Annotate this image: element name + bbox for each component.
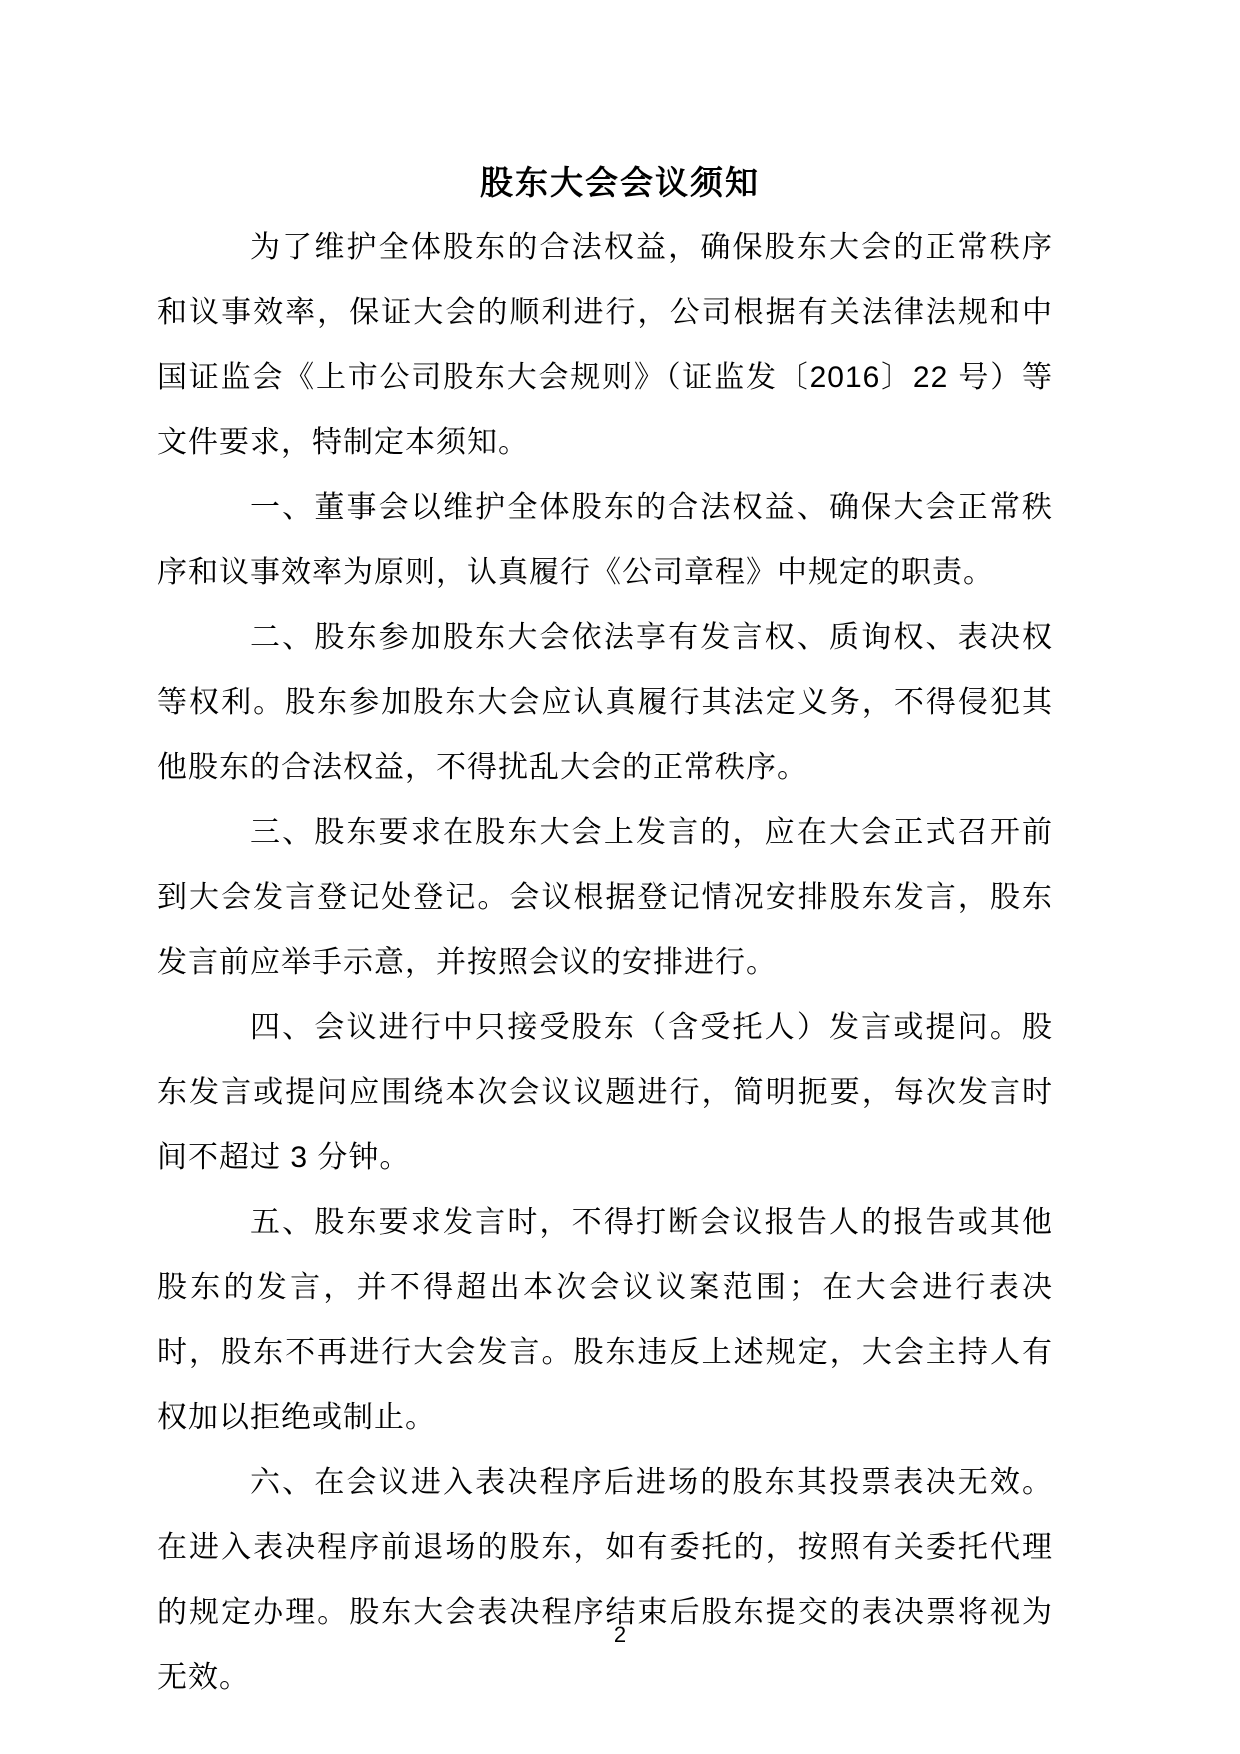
paragraph-item-4: 四、会议进行中只接受股东（含受托人）发言或提问。股东发言或提问应围绕本次会议议题进行，简明扼要，每次发言时间不超过 3 分钟。 — [157, 1011, 1053, 1174]
document-body — [157, 215, 1053, 1710]
paragraph-item-3: 三、股东要求在股东大会上发言的，应在大会正式召开前到大会发言登记处登记。会议根据登记情况安排股东发言，股东发言前应举手示意，并按照会议的安排进行。 — [157, 816, 1053, 979]
paragraph-item-6: 六、在会议进入表决程序后进场的股东其投票表决无效。在进入表决程序前退场的股东，如有委托的，按照有关委托代理的规定办理。股东大会表决程序结束后股东提交的表决票将视为无效。 — [157, 1466, 1053, 1694]
page-number: 2 — [613, 1622, 627, 1647]
paragraph-item-5: 五、股东要求发言时，不得打断会议报告人的报告或其他股东的发言，并不得超出本次会议议案范围；在大会进行表决时，股东不再进行大会发言。股东违反上述规定，大会主持人有权加以拒绝或制止。 — [157, 1206, 1053, 1434]
paragraph-item-2: 二、股东参加股东大会依法享有发言权、质询权、表决权等权利。股东参加股东大会应认真履行其法定义务，不得侵犯其他股东的合法权益，不得扰乱大会的正常秩序。 — [157, 621, 1053, 784]
paragraph-intro: 为了维护全体股东的合法权益，确保股东大会的正常秩序和议事效率，保证大会的顺利进行，公司根据有关法律法规和中国证监会《上市公司股东大会规则》（证监发〔2016〕22 号）等文件要求，特制定本须知。 — [157, 231, 1053, 459]
paragraph-item-1: 一、董事会以维护全体股东的合法权益、确保大会正常秩序和议事效率为原则，认真履行《公司章程》中规定的职责。 — [157, 491, 1053, 589]
page-title: 股东大会会议须知 — [480, 164, 760, 201]
